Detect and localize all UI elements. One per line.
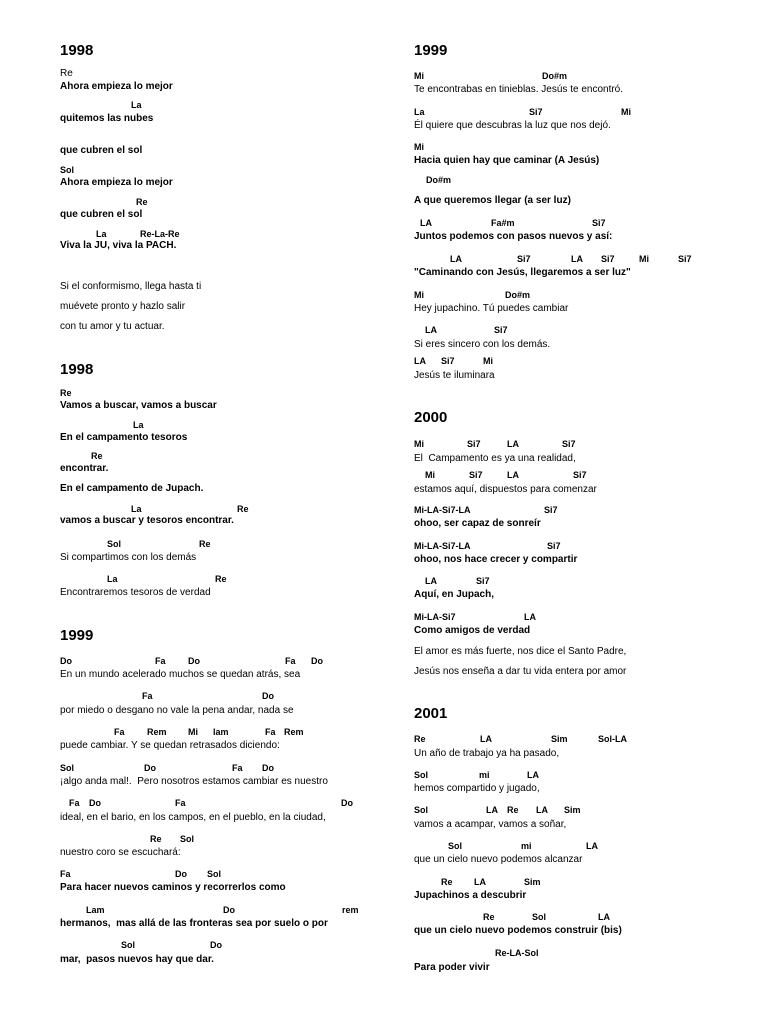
chord: Sol — [107, 539, 122, 549]
chord: Mi — [414, 71, 424, 81]
chord: LA — [480, 734, 492, 744]
chord: Mi — [425, 470, 435, 480]
lyric-line: Un año de trabajo ya ha pasado, — [414, 748, 560, 759]
chord: Fa — [155, 656, 166, 666]
lyric-line: ohoo, nos hace crecer y compartir — [414, 554, 578, 565]
chord: Re — [441, 877, 453, 887]
lyric-line: Él quiere que descubras la luz que nos dejó. — [414, 120, 611, 131]
chord: Do#m — [505, 290, 531, 300]
chord: Sol — [121, 940, 136, 950]
lyric-line: quitemos las nubes — [60, 113, 154, 124]
lyric-line: Aquí, en Jupach, — [414, 589, 495, 600]
chord: rem — [342, 905, 359, 915]
chord: Mi — [414, 142, 424, 152]
chord: Do — [223, 905, 235, 915]
chord: Si7 — [573, 470, 587, 480]
chord: Mi — [414, 439, 424, 449]
chord: Si7 — [476, 576, 490, 586]
chord: Si7 — [529, 107, 543, 117]
chord: Re — [199, 539, 211, 549]
lyric-line: A que queremos llegar (a ser luz) — [414, 195, 571, 206]
chord: Mi-LA-Si7 — [414, 612, 456, 622]
chord: Sim — [564, 805, 581, 815]
chord: Rem — [147, 727, 167, 737]
chord: Mi-LA-Si7-LA — [414, 541, 471, 551]
lyric-line: Ahora empieza lo mejor — [60, 81, 173, 92]
text-line: Si el conformismo, llega hasta ti — [60, 281, 202, 292]
chord: LA — [507, 439, 519, 449]
chord: La — [414, 107, 425, 117]
chord: Fa — [114, 727, 125, 737]
lyric-line: Para hacer nuevos caminos y recorrerlos como — [60, 882, 286, 893]
chord: LA — [527, 770, 539, 780]
chord: LA — [414, 356, 426, 366]
chord: Re — [150, 834, 162, 844]
chord: Sim — [551, 734, 568, 744]
section-year: 1998 — [60, 361, 94, 378]
lyric-line: Encontraremos tesoros de verdad — [60, 587, 211, 598]
lyric-line: En el campamento de Jupach. — [60, 483, 204, 494]
lyric-line: Como amigos de verdad — [414, 625, 531, 636]
chord: Mi-LA-Si7-LA — [414, 505, 471, 515]
lyric-line: hermanos, mas allá de las fronteras sea por suelo o por — [60, 918, 328, 929]
lyric-line: Ahora empieza lo mejor — [60, 177, 173, 188]
chord: Si7 — [469, 470, 483, 480]
chord: Sim — [524, 877, 541, 887]
chord: Fa — [265, 727, 276, 737]
chord: Sol — [207, 869, 222, 879]
lyric-line: Jupachinos a descubrir — [414, 890, 527, 901]
chord: Si7 — [544, 505, 558, 515]
chord: Lam — [86, 905, 105, 915]
lyric-line: estamos aquí, dispuestos para comenzar — [414, 484, 597, 495]
chord: LA — [425, 576, 437, 586]
chord: Do — [262, 763, 274, 773]
chord: Re — [507, 805, 519, 815]
chord: Fa — [69, 798, 80, 808]
lyric-line: encontrar. — [60, 463, 109, 474]
lyric-line: que un cielo nuevo podemos alcanzar — [414, 854, 583, 865]
chord: Mi — [483, 356, 493, 366]
lyric-line: mar, pasos nuevos hay que dar. — [60, 954, 214, 965]
chord: LA — [586, 841, 598, 851]
lyric-line: ¡algo anda mal!. Pero nosotros estamos cambiar es nuestro — [60, 776, 328, 787]
chord: Fa — [232, 763, 243, 773]
chord: Sol — [180, 834, 195, 844]
chord: Do — [210, 940, 222, 950]
text-line: Jesús nos enseña a dar tu vida entera por amor — [414, 666, 627, 677]
chord: mi — [479, 770, 490, 780]
chord: Fa — [285, 656, 296, 666]
chord: Re — [136, 197, 148, 207]
chord: Do — [311, 656, 323, 666]
lyric-line: Hey jupachino. Tú puedes cambiar — [414, 303, 569, 314]
chord: Si7 — [517, 254, 531, 264]
chord: Si7 — [547, 541, 561, 551]
chord: Sol — [60, 165, 75, 175]
chord: La — [96, 229, 107, 239]
chord: Re — [60, 388, 72, 398]
chord: Re — [414, 734, 426, 744]
chord: LA — [571, 254, 583, 264]
lyric-line: que un cielo nuevo podemos construir (bis) — [414, 925, 622, 936]
chord: Fa — [142, 691, 153, 701]
chord: Re — [237, 504, 249, 514]
lyric-line: Si compartimos con los demás — [60, 552, 197, 563]
lyric-line: hemos compartido y jugado, — [414, 783, 540, 794]
chord: Sol — [448, 841, 463, 851]
lyric-line: En el campamento tesoros — [60, 432, 188, 443]
section-year: 1999 — [414, 42, 448, 59]
chord: Si7 — [441, 356, 455, 366]
chord: Do — [341, 798, 353, 808]
lyric-line: Te encontrabas en tinieblas. Jesús te encontró. — [414, 84, 624, 95]
lyric-line: que cubren el sol — [60, 145, 143, 156]
chord: La — [131, 504, 142, 514]
text-line: muévete pronto y hazlo salir — [60, 301, 186, 312]
chord: lam — [213, 727, 229, 737]
chord: La — [107, 574, 118, 584]
section-year: 1998 — [60, 42, 94, 59]
chord: Re — [215, 574, 227, 584]
lyric-line: Juntos podemos con pasos nuevos y así: — [414, 231, 613, 242]
chord: LA — [507, 470, 519, 480]
chord: Mi — [639, 254, 649, 264]
chord: LA — [536, 805, 548, 815]
chord: LA — [420, 218, 432, 228]
chord: Si7 — [601, 254, 615, 264]
chord: Re-LA-Sol — [495, 948, 539, 958]
lyric-line: Si eres sincero con los demás. — [414, 339, 551, 350]
lyric-line: que cubren el sol — [60, 209, 143, 220]
chord: La — [131, 100, 142, 110]
chord: Mi — [414, 290, 424, 300]
chord: Do — [89, 798, 101, 808]
lyric-line: nuestro coro se escuchará: — [60, 847, 181, 858]
section-year: 2000 — [414, 409, 448, 426]
chord: Fa — [60, 869, 71, 879]
section-year: 1999 — [60, 627, 94, 644]
lyric-line: Viva la JU, viva la PACH. — [60, 240, 177, 251]
lyric-line: ohoo, ser capaz de sonreír — [414, 518, 541, 529]
lyric-line: Vamos a buscar, vamos a buscar — [60, 400, 217, 411]
lyric-line: Hacia quien hay que caminar (A Jesús) — [414, 155, 600, 166]
chord: Mi — [188, 727, 198, 737]
chord: La — [133, 420, 144, 430]
chord: Do — [144, 763, 156, 773]
chord: Si7 — [562, 439, 576, 449]
chord: Sol — [532, 912, 547, 922]
chord: Si7 — [678, 254, 692, 264]
chord: LA — [486, 805, 498, 815]
text-line: con tu amor y tu actuar. — [60, 321, 165, 332]
chord: Do — [188, 656, 200, 666]
chord: Sol-LA — [598, 734, 627, 744]
chord: Si7 — [467, 439, 481, 449]
chord: Mi — [621, 107, 631, 117]
chord: LA — [474, 877, 486, 887]
lyric-line: ideal, en el bario, en los campos, en el pueblo, en la ciudad, — [60, 812, 326, 823]
lyric-line: En un mundo acelerado muchos se quedan atrás, sea — [60, 669, 301, 680]
chord: Do — [175, 869, 187, 879]
chord: LA — [598, 912, 610, 922]
chord: Re — [483, 912, 495, 922]
chord: LA — [425, 325, 437, 335]
chord: mi — [521, 841, 532, 851]
chord: LA — [524, 612, 536, 622]
lyric-line: Para poder vivir — [414, 962, 490, 973]
section-year: 2001 — [414, 705, 448, 722]
lyric-line: "Caminando con Jesús, llegaremos a ser luz" — [414, 267, 631, 278]
chord: Sol — [414, 805, 429, 815]
lyric-line: puede cambiar. Y se quedan retrasados diciendo: — [60, 740, 280, 751]
chord: Re-La-Re — [140, 229, 180, 239]
lyric-line: vamos a buscar y tesoros encontrar. — [60, 515, 234, 526]
lyric-line: por miedo o desgano no vale la pena andar, nada se — [60, 705, 294, 716]
chord: Sol — [414, 770, 429, 780]
chord: Fa — [175, 798, 186, 808]
chord: Re — [91, 451, 103, 461]
chord: Rem — [284, 727, 304, 737]
chord: Si7 — [494, 325, 508, 335]
chord-line: Re — [60, 68, 73, 79]
chord: Fa#m — [491, 218, 515, 228]
lyric-line: vamos a acampar, vamos a soñar, — [414, 819, 567, 830]
chord: Do#m — [542, 71, 568, 81]
chord: LA — [450, 254, 462, 264]
lyric-line: El Campamento es ya una realidad, — [414, 453, 576, 464]
chord: Sol — [60, 763, 75, 773]
chord: Si7 — [592, 218, 606, 228]
chord: Do — [60, 656, 72, 666]
text-line: El amor es más fuerte, nos dice el Santo Padre, — [414, 646, 627, 657]
lyric-line: Jesús te iluminara — [414, 370, 495, 381]
chord: Do#m — [426, 175, 452, 185]
chord: Do — [262, 691, 274, 701]
